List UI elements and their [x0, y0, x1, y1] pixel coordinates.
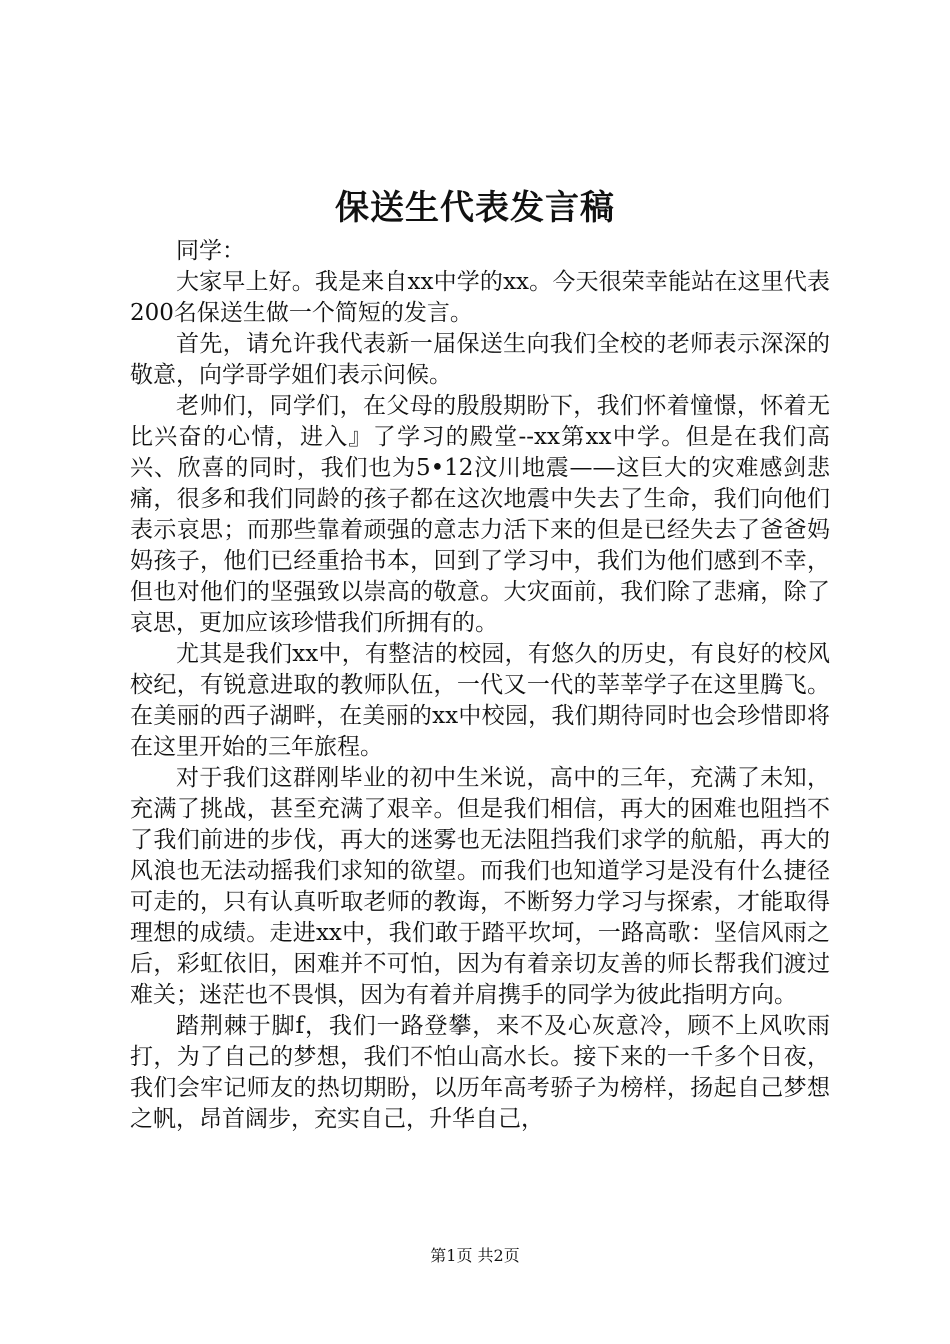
- body-paragraph: 尤其是我们xx中，有整洁的校园，有悠久的历史，有良好的校风校纪，有锐意进取的教师队伍，一代又一代的莘莘学子在这里腾飞。在美丽的西子湖畔，在美丽的xx中校园，我们期待同时也会珍惜即将在这里开始的三年旅程。: [130, 641, 830, 760]
- document-body: [130, 236, 830, 1135]
- page-footer: 第1页 共2页: [430, 1246, 520, 1265]
- body-paragraph: 老帅们，同学们，在父母的殷殷期盼下，我们怀着憧憬，怀着无比兴奋的心情，进入』了学习的殿堂--xx第xx中学。但是在我们高兴、欣喜的同时，我们也为5•12汶川地震——这巨大的灾难感剑悲痛，很多和我们同龄的孩子都在这次地震中失去了生命，我们向他们表示哀思；而那些靠着顽强的意志力活下来的但是已经失去了爸爸妈妈孩子，他们已经重拾书本，回到了学习中，我们为他们感到不幸，但也对他们的坚强致以崇高的敬意。大灾面前，我们除了悲痛，除了哀思，更加应该珍惜我们所拥有的。: [130, 393, 830, 636]
- document-title: 保送生代表发言稿: [335, 188, 615, 228]
- body-paragraph: 首先，请允许我代表新一届保送生向我们全校的老师表示深深的敬意，向学哥学姐们表示问候。: [130, 331, 830, 388]
- body-paragraph: 踏荆棘于脚f，我们一路登攀，来不及心灰意冷，顾不上风吹雨打，为了自己的梦想，我们不怕山高水长。接下来的一千多个日夜，我们会牢记师友的热切期盼，以历年高考骄子为榜样，扬起自己梦想之帆，昂首阔步，充实自己，升华自己，: [130, 1013, 830, 1132]
- greeting-paragraph: 同学：: [176, 238, 245, 264]
- body-paragraph: 对于我们这群刚毕业的初中生米说，高中的三年，充满了未知，充满了挑战，甚至充满了艰辛。但是我们相信，再大的困难也阻挡不了我们前进的步伐，再大的迷雾也无法阻挡我们求学的航船，再大的风浪也无法动摇我们求知的欲望。而我们也知道学习是没有什么捷径可走的，只有认真听取老师的教诲，不断努力学习与探索，才能取得理想的成绩。走进xx中，我们敢于踏平坎坷，一路高歌：坚信风雨之后，彩虹依旧，困难并不可怕，因为有着亲切友善的师长帮我们渡过难关；迷茫也不畏惧，因为有着并肩携手的同学为彼此指明方向。: [130, 765, 830, 1008]
- body-paragraph: 大家早上好。我是来自xx中学的xx。今天很荣幸能站在这里代表200名保送生做一个简短的发言。: [130, 269, 830, 326]
